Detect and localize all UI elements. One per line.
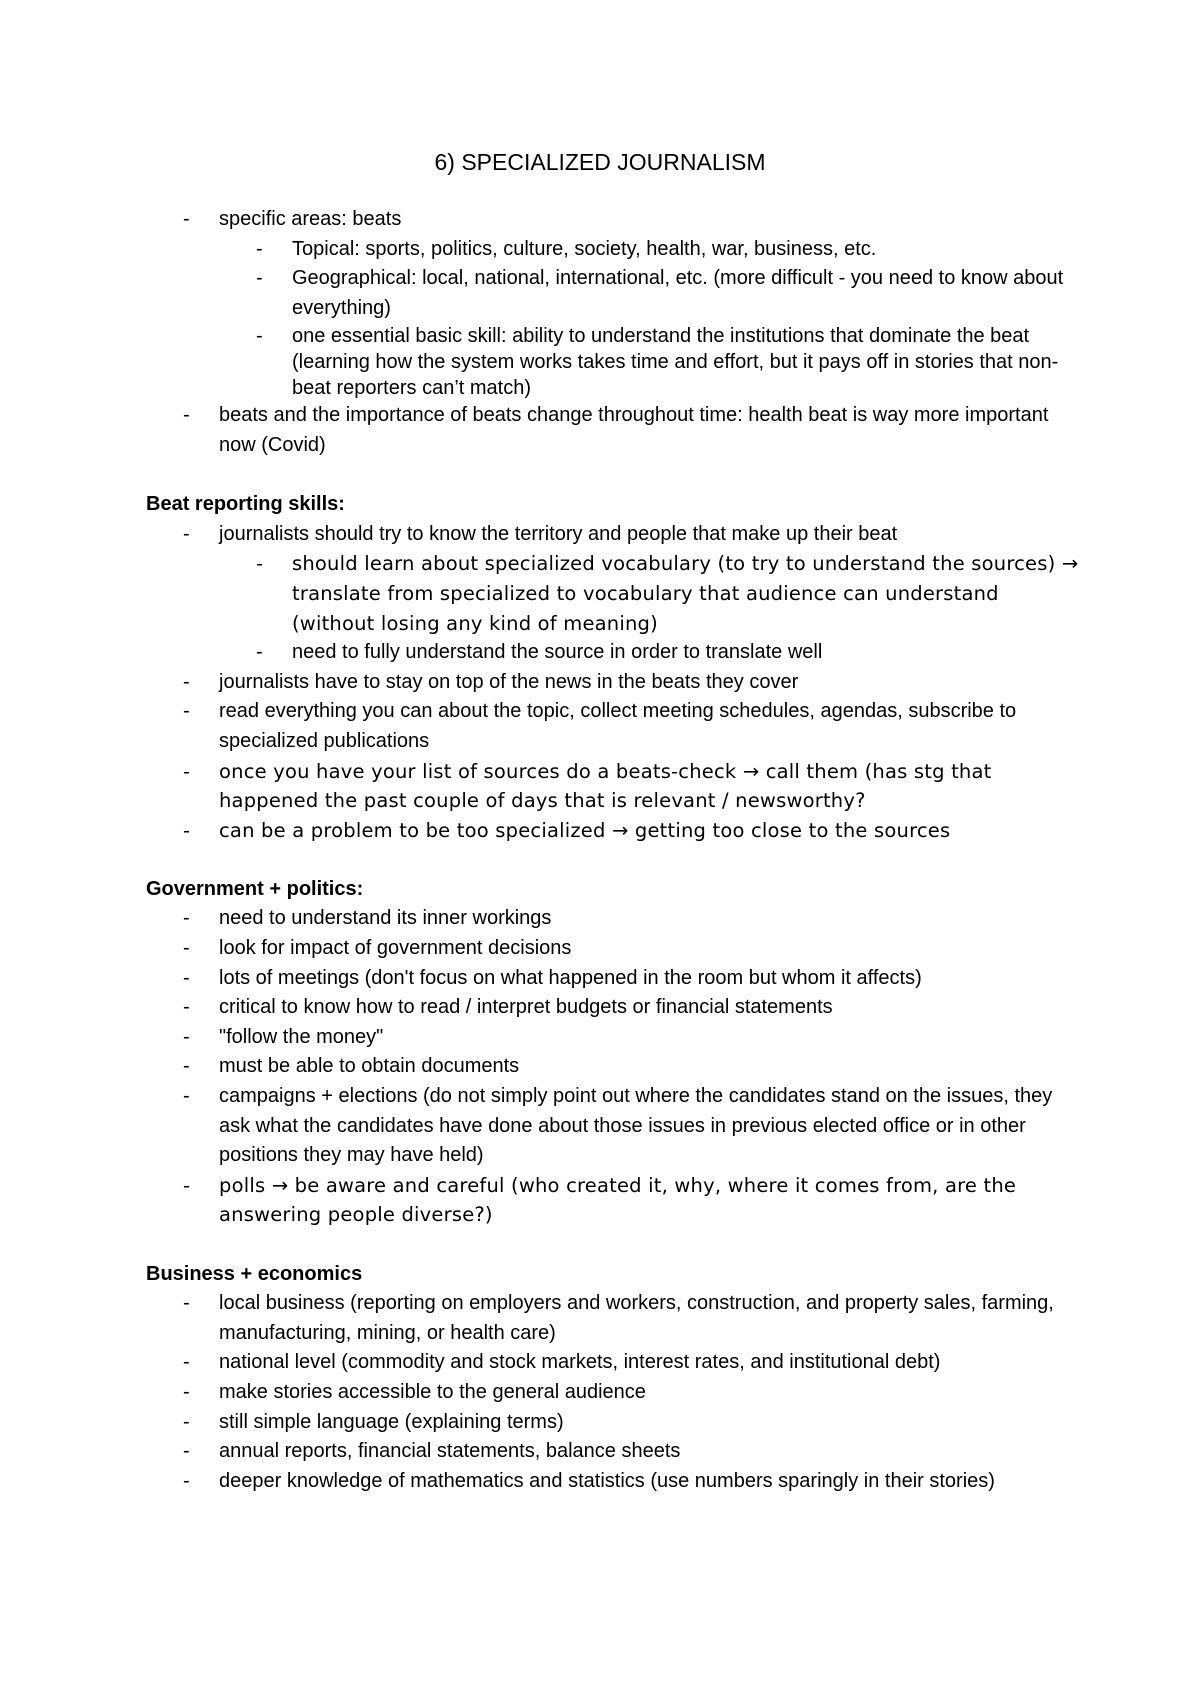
- list-item: - still simple language (explaining terms): [146, 1408, 1086, 1438]
- list-item: - journalists have to stay on top of the news in the beats they cover: [146, 668, 1086, 698]
- list-item: - lots of meetings (don't focus on what happened in the room but whom it affects): [146, 964, 1086, 994]
- list-item: - Topical: sports, politics, culture, society, health, war, business, etc.: [146, 235, 1086, 265]
- list-item: - look for impact of government decisions: [146, 934, 1086, 964]
- page-title: 6) SPECIALIZED JOURNALISM: [434, 149, 766, 175]
- list-item: - deeper knowledge of mathematics and statistics (use numbers sparingly in their stories): [146, 1467, 1086, 1497]
- list-item: - Geographical: local, national, international, etc. (more difficult - you need to know about everything): [146, 264, 1086, 323]
- list-item: - must be able to obtain documents: [146, 1052, 1086, 1082]
- list-item: - "follow the money": [146, 1023, 1086, 1053]
- list-item: - critical to know how to read / interpret budgets or financial statements: [146, 993, 1086, 1023]
- list-item: - journalists should try to know the territory and people that make up their beat: [146, 520, 1086, 550]
- document-body: [146, 205, 1086, 1496]
- section-heading-government: Government + politics:: [146, 877, 364, 900]
- list-item: - need to fully understand the source in order to translate well: [146, 638, 1086, 668]
- list-item: - read everything you can about the topic, collect meeting schedules, agendas, subscribe to specialized publications: [146, 697, 1086, 756]
- list-item: - should learn about specialized vocabulary (to try to understand the sources) → translate from specialized to vocabulary that audience can understand (without losing any kind of meaning): [146, 549, 1086, 638]
- list-item: - annual reports, financial statements, balance sheets: [146, 1437, 1086, 1467]
- list-item: - local business (reporting on employers and workers, construction, and property sales, farming, manufacturing, mining, or health care): [146, 1289, 1086, 1348]
- list-item: - polls → be aware and careful (who created it, why, where it comes from, are the answering people diverse?): [146, 1171, 1086, 1230]
- section-heading-beat: Beat reporting skills:: [146, 493, 345, 516]
- list-item: - once you have your list of sources do a beats-check → call them (has stg that happened the past couple of days that is relevant / newsworthy?: [146, 757, 1086, 816]
- list-item: - specific areas: beats: [146, 205, 1086, 235]
- section-heading-business: Business + economics: [146, 1262, 363, 1285]
- list-item: - make stories accessible to the general audience: [146, 1378, 1086, 1408]
- list-item: - need to understand its inner workings: [146, 904, 1086, 934]
- list-item: - campaigns + elections (do not simply point out where the candidates stand on the issues, they ask what the candidates have done about those issues in previous elected office or in other positions they may have held): [146, 1082, 1086, 1171]
- list-item: - can be a problem to be too specialized → getting too close to the sources: [146, 816, 1086, 846]
- list-item: - beats and the importance of beats change throughout time: health beat is way more important now (Covid): [146, 401, 1086, 460]
- list-item: - one essential basic skill: ability to understand the institutions that dominate the beat (learning how the system works takes time and effort, but it pays off in stories that non-beat reporters can’t match): [146, 323, 1086, 401]
- list-item: - national level (commodity and stock markets, interest rates, and institutional debt): [146, 1348, 1086, 1378]
